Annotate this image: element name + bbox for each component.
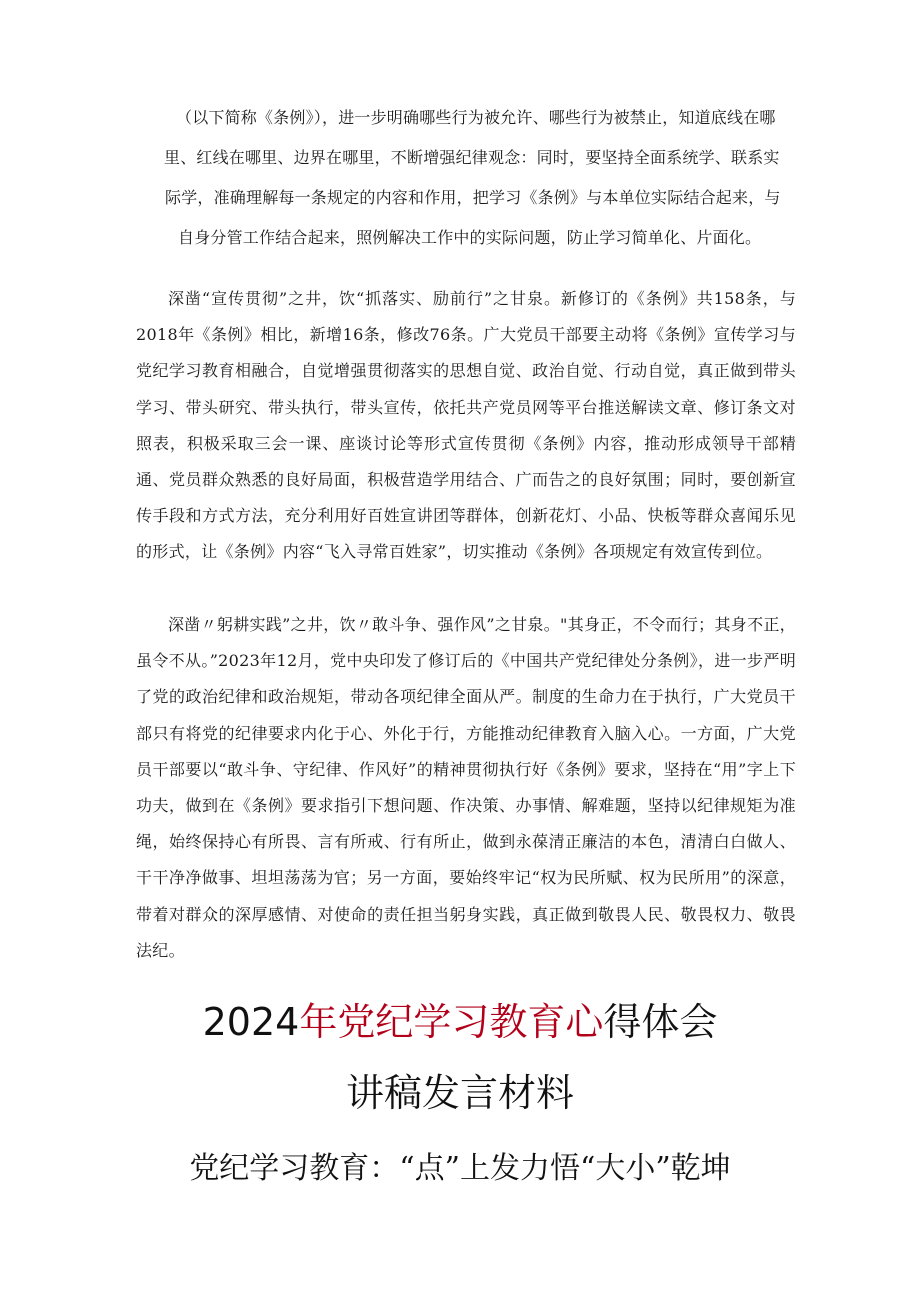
intro-line-3: 际学，准确理解每一条规定的内容和作用，把学习《条例》与本单位实际结合起来，与 xyxy=(165,188,781,207)
intro-line-4: 自身分管工作结合起来，照例解决工作中的实际问题，防止学习简单化、片面化。 xyxy=(178,228,762,247)
title-red-part: 年党纪学习教育心 xyxy=(299,1000,604,1044)
paragraph-propaganda: 深凿“宣传贯彻”之井，饮“抓落实、励前行”之甘泉。新修订的《条例》共158条，与2018年《条例》相比，新增16条，修改76条。广大党员干部要主动将《条例》宣传学习与党纪学习教育相融合，自觉增强贯彻落实的思想自觉、政治自觉、行动自觉，真正做到带头学习、带头研究、带头执行，带头宣传，依托共产党员网等平台推送解读文章、修订条文对照表，积极采取三会一课、座谈讨论等形式宣传贯彻《条例》内容，推动形成领导干部精通、党员群众熟悉的良好局面，积极营造学用结合、广而告之的良好氛围；同时，要创新宣传手段和方式方法，充分利用好百姓宣讲团等群体，创新花灯、小品、快板等群众喜闻乐见的形式，让《条例》内容“飞入寻常百姓家”，切实推动《条例》各项规定有效宣传到位。 xyxy=(136,289,796,562)
intro-line-1: （以下简称《条例》），进一步明确哪些行为被允许、哪些行为被禁止，知道底线在哪 xyxy=(176,108,776,127)
document-title xyxy=(0,998,920,1046)
title-suffix: 得体会 xyxy=(603,1000,718,1044)
intro-line-2: 里、红线在哪里、边界在哪里，不断增强纪律观念：同时，要坚持全面系统学、联系实 xyxy=(164,148,780,167)
document-subtitle: 讲稿发言材料 xyxy=(345,1071,574,1115)
title-year: 2024 xyxy=(202,1000,300,1044)
paragraph-practice: 深凿〃躬耕实践”之井，饮〃敢斗争、强作风”之甘泉。"其身正，不令而行；其身不正，虽令不从。”2023年12月，党中央印发了修订后的《中国共产党纪律处分条例》，进一步严明了党的政治纪律和政治规矩，带动各项纪律全面从严。制度的生命力在于执行，广大党员干部只有将党的纪律要求内化于心、外化于行，方能推动纪律教育入脑入心。一方面，广大党员干部要以“敢斗争、守纪律、作风好”的精神贯彻执行好《条例》要求，坚持在“用”字上下功夫，做到在《条例》要求指引下想问题、作决策、办事情、解难题，坚持以纪律规矩为准绳，始终保持心有所畏、言有所戒、行有所止，做到永葆清正廉洁的本色，清清白白做人、干干净净做事、坦坦荡荡为官；另一方面，要始终牢记“权为民所赋、权为民所用”的深意，带着对群众的深厚感情、对使命的责任担当躬身实践，真正做到敬畏人民、敬畏权力、敬畏法纪。 xyxy=(136,615,796,960)
section-title: 党纪学习教育：“点”上发力悟“大小”乾坤 xyxy=(189,1151,731,1186)
